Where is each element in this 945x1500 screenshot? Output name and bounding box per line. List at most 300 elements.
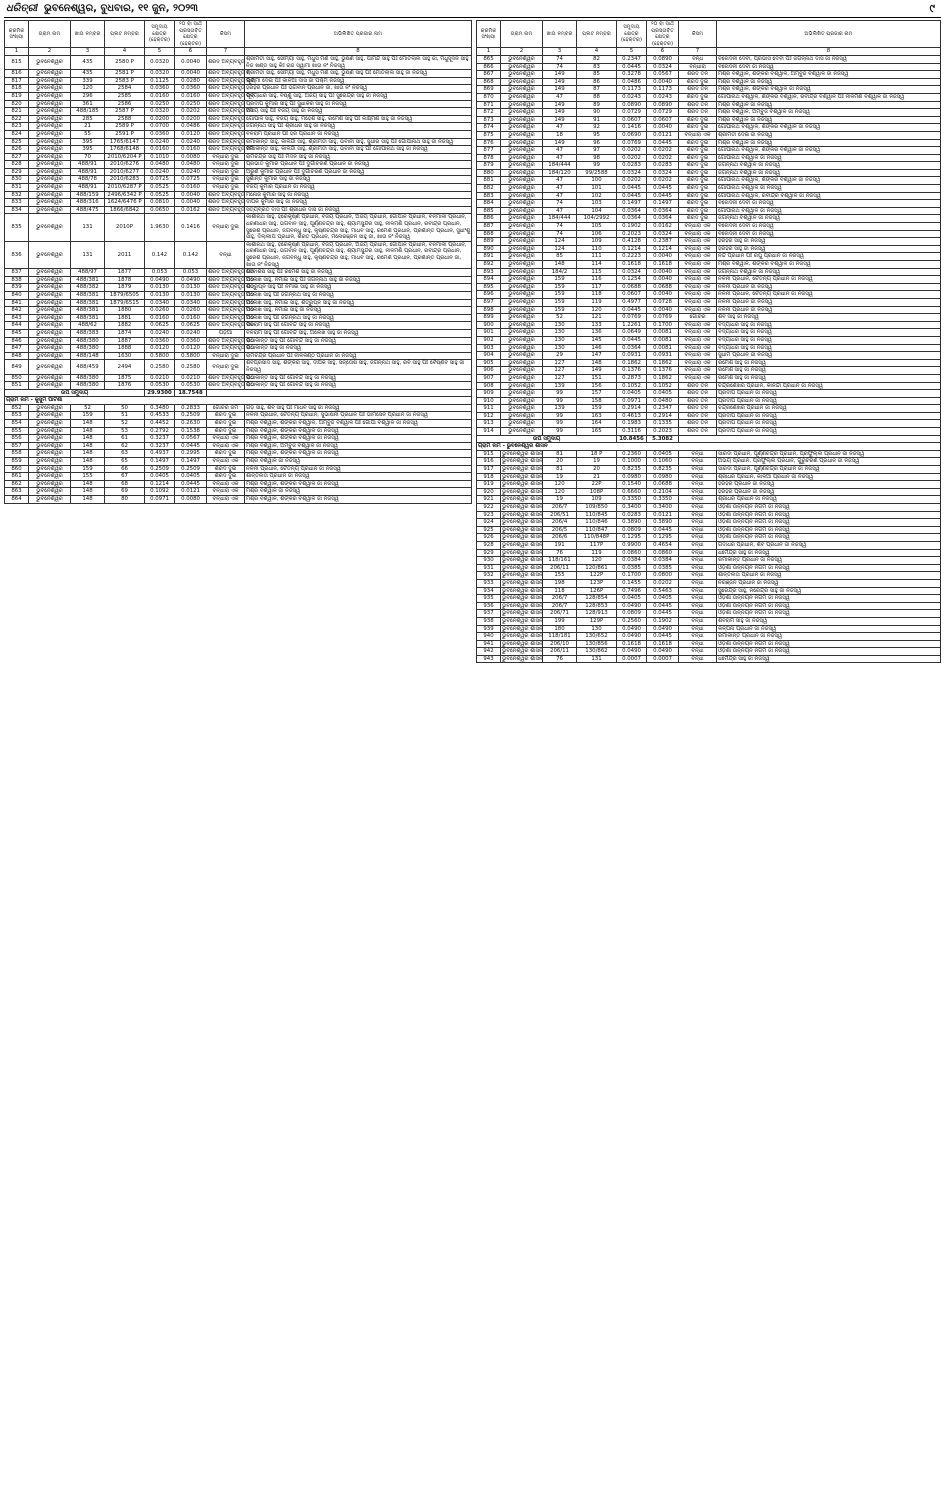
village-cell: ଭୁବନେଶ୍ୱର	[29, 276, 71, 284]
total-area-cell: 0.0971	[145, 496, 175, 504]
kisam-cell: ବନ୍ଧାରା ଦୁଇ	[207, 214, 245, 241]
khata-number-cell: 488/475	[71, 206, 105, 214]
col-header-kisam: କିସମ	[207, 21, 245, 48]
village-cell: ଭୁବନେଶ୍ୱର	[501, 215, 543, 223]
acquired-area-cell: 0.0490	[647, 625, 679, 633]
kisam-cell: ବନ୍ଧା	[679, 648, 717, 656]
subtotal-row	[5, 389, 472, 397]
plot-number-cell: 117	[577, 283, 617, 291]
owner-name-cell: ଗୋପୀନାଥ ବିଶ୍ୱାଳ, ରବୀନ୍ଦ୍ର ବିଶ୍ୱାଳ ଜା ନିଜସ୍ୱ	[717, 192, 941, 200]
acquired-area-cell: 0.0040	[175, 70, 207, 78]
serial-number-cell: 869	[477, 86, 501, 94]
village-cell: ଭୁବନେଶ୍ୱର	[501, 86, 543, 94]
total-area-cell: 0.2914	[617, 405, 647, 413]
owner-name-cell: ମିଶ୍ର ବିଶ୍ୱାଳ ଜା ନିଜସ୍ୱ	[245, 458, 472, 466]
plot-number-cell: 1874	[105, 329, 145, 337]
owner-name-cell: ବିନୋଦିନୀ ଦେବୀ ଜା ନିଜସ୍ୱ	[717, 223, 941, 231]
village-cell: ଭୁବନେଶ୍ୱର	[29, 161, 71, 169]
table-row	[477, 374, 941, 382]
kisam-cell: ଶରଦ ଅବ୍ୟବହୃତ ପୂର୍ବ	[208, 77, 254, 84]
col-header-owner: ଅଭିଲିଖିତ ପ୍ରଜାର ନାମ	[245, 21, 472, 48]
col-header-khata: ଖାତା ନମ୍ବର	[71, 21, 105, 48]
kisam-cell: ବନ୍ଧା	[679, 496, 717, 504]
table-row	[477, 579, 941, 587]
total-area-cell: 0.0490	[617, 633, 647, 641]
village-cell: ଭୁବନେଶ୍ୱର	[29, 184, 71, 192]
plot-number-cell: 110/846	[577, 519, 617, 527]
kisam-cell: ବନ୍ଧାରା ଏକ	[679, 291, 717, 299]
total-area-cell: 0.1254	[617, 276, 647, 284]
serial-number-cell: 904	[477, 352, 501, 360]
kisam-cell: ବନ୍ଧାରା ଏକ	[679, 238, 717, 246]
total-area-cell: 0.2023	[617, 230, 647, 238]
serial-number-cell: 917	[477, 466, 501, 474]
khata-number-cell: 47	[543, 154, 577, 162]
plot-number-cell: 62	[105, 442, 145, 450]
table-row	[477, 230, 941, 238]
plot-number-cell: 95	[577, 131, 617, 139]
khata-number-cell: 52	[71, 404, 105, 412]
total-area-cell: 0.0530	[145, 382, 175, 390]
total-area-cell: 0.0769	[617, 139, 647, 147]
khata-number-cell: 74	[543, 55, 577, 63]
owner-name-cell: ପ୍ରଦୀପ ପ୍ରଧାନ ଜା ନିଜସ୍ୱ	[717, 390, 941, 398]
khata-number-cell: 149	[543, 101, 577, 109]
serial-number-cell: 932	[477, 572, 501, 580]
kisam-cell: ବନ୍ଧା	[679, 473, 717, 481]
table-row	[5, 168, 472, 176]
plot-number-cell: 115	[577, 268, 617, 276]
serial-number-cell: 897	[477, 298, 501, 306]
total-area-cell: 0.0445	[617, 192, 647, 200]
acquired-area-cell: 0.1862	[647, 374, 679, 382]
village-cell: ଭୁବନେଶ୍ୱର	[501, 154, 543, 162]
total-area-cell: 0.4533	[145, 412, 175, 420]
table-row	[477, 587, 941, 595]
kisam-cell: ଶରଦ ଦୁଇ	[207, 427, 245, 435]
plot-number-cell: 131	[577, 655, 617, 663]
plot-number-cell: 103	[577, 200, 617, 208]
serial-number-cell: 906	[477, 367, 501, 375]
total-area-cell: 0.1052	[617, 382, 647, 390]
table-row	[5, 307, 472, 315]
acquired-area-cell: 0.0162	[175, 206, 207, 214]
khata-number-cell: 118/181	[543, 633, 577, 641]
village-cell: ଭୁବନେଶ୍ୱର	[29, 130, 71, 138]
acquired-area-cell: 0.0280	[175, 77, 207, 85]
owner-name-cell: ମିଶ୍ର ବିଶ୍ୱାଳ, ଶଙ୍କର ବିଶ୍ୱାଳ ଜା ନିଜସ୍ୱ	[717, 86, 941, 94]
khata-number-cell: 206/4	[543, 519, 577, 527]
table-row	[477, 473, 941, 481]
khata-number-cell: 488/381	[71, 276, 105, 284]
plot-number-cell: 1768/6148	[105, 146, 145, 154]
plot-number-cell: 159	[577, 405, 617, 413]
total-area-cell: 0.0120	[145, 345, 175, 353]
owner-name-cell: ପ୍ରଦୀପ କୁମାର ସାହୁ ପିଃ ସୁଧାକର ସାହୁ ଜା ନିଜସ୍ୱ	[245, 100, 472, 108]
owner-name-cell: ରାମଚନ୍ଦ୍ର ସାହୁ ପିଃ ମଦନ ସାହୁ ଜା ନିଜସ୍ୱ	[245, 153, 472, 161]
table-row	[5, 450, 472, 458]
acquired-area-cell: 0.0980	[647, 473, 679, 481]
subtotal-acquired-area: 5.3082	[647, 435, 679, 443]
khata-number-cell: 206/7	[543, 504, 577, 512]
owner-name-cell: ବିଦ୍ୟାଧର ସାହୁ ଜା ନିଜସ୍ୱ	[717, 321, 941, 329]
owner-name-cell: ଜଗନ୍ନାଥ ସାହୁ ପିଃ ଶ୍ରୀଧର ସାହୁ ଜା ନିଜସ୍ୱ	[245, 123, 472, 131]
kisam-cell: ବନ୍ଧାରା ଦୁଇ	[207, 176, 245, 184]
acquired-area-cell: 0.0567	[175, 435, 207, 443]
serial-number-cell: 885	[477, 207, 501, 215]
col-header-serial: କ୍ରମିକ ସଂଖ୍ୟା	[5, 21, 29, 48]
kisam-cell: ବନ୍ଧ	[679, 55, 717, 63]
owner-name-cell: ଗୋପୀନାଥ ବିଶ୍ୱାଳ, ଶଙ୍କର ବିଶ୍ୱାଳ, ରବୀନ୍ଦ୍ର ବିଶ୍ୱାଳ ପିଃ ନୀଳମଣି ବିଶ୍ୱାଳ ଜା ନିଜସ୍ୱ	[717, 93, 941, 101]
owner-name-cell: ହରିହର ପ୍ରଧାନ ଜା ନିଜସ୍ୱ	[717, 481, 941, 489]
serial-number-cell: 943	[477, 655, 501, 663]
acquired-area-cell: 0.0725	[175, 176, 207, 184]
kisam-cell: ବନ୍ଧା	[679, 519, 717, 527]
total-area-cell: 0.0202	[617, 147, 647, 155]
serial-number-cell: 827	[5, 153, 29, 161]
serial-number-cell: 886	[477, 215, 501, 223]
total-area-cell: 0.2560	[617, 617, 647, 625]
plot-number-cell: 158	[577, 397, 617, 405]
subtotal-total-area: 29.9300	[145, 389, 175, 397]
kisam-cell: ଶରଦ ତିନି	[679, 405, 717, 413]
khata-number-cell: 184/444	[543, 215, 577, 223]
acquired-area-cell: 0.0080	[175, 153, 207, 161]
table-row	[477, 526, 941, 534]
plot-number-cell: 128/913	[577, 610, 617, 618]
owner-name-cell: ମିଶ୍ର ବିଶ୍ୱାଳ ଜା ନିଜସ୍ୱ	[717, 101, 941, 109]
kisam-cell: ବନ୍ଧାରା ଏକ	[679, 230, 717, 238]
total-area-cell: 0.2873	[617, 374, 647, 382]
khata-number-cell: 488/381	[71, 307, 105, 315]
plot-number-cell: 151	[577, 374, 617, 382]
owner-name-cell: ଧର୍ମେନ୍ଦ୍ର ସାହୁ ଜା ନିଜସ୍ୱ	[717, 655, 941, 663]
kisam-cell: ବନ୍ଧା	[679, 579, 717, 587]
khata-number-cell: 488/459	[71, 360, 105, 374]
village-cell: ଭୁବନେଶ୍ୱର	[501, 420, 543, 428]
total-area-cell: 0.3400	[617, 504, 647, 512]
khata-number-cell: 206/11	[543, 648, 577, 656]
table-row	[5, 191, 472, 199]
owner-name-cell: ମିଶ୍ର ବିଶ୍ୱାଳ ଜା ନିଜସ୍ୱ	[717, 78, 941, 86]
plot-number-cell: 145	[577, 336, 617, 344]
serial-number-cell: 901	[477, 329, 501, 337]
header-row	[477, 21, 941, 48]
table-row	[477, 648, 941, 656]
owner-name-cell: ଚନ୍ଦ୍ରଶେଖର ପ୍ରଧାନ, କାଳନ୍ଦୀ ପ୍ରଧାନ ଜା ନିଜସ୍ୱ	[717, 382, 941, 390]
serial-number-cell: 846	[5, 337, 29, 345]
khata-number-cell: 124	[543, 238, 577, 246]
acquired-area-cell: 0.0243	[647, 93, 679, 101]
plot-number-cell: 92	[577, 124, 617, 132]
serial-number-cell: 826	[5, 146, 29, 154]
serial-number-cell: 858	[5, 450, 29, 458]
owner-name-cell: ସାରଦା ପ୍ରଧାନ, ପୂର୍ଣ୍ଣଚନ୍ଦ୍ର ପ୍ରଧାନ, ପ୍ରଫୁଲ୍ଲ ପ୍ରଧାନ ଜା ନିଜସ୍ୱ	[717, 450, 941, 458]
total-area-cell: 0.4452	[145, 420, 175, 428]
table-row	[477, 428, 941, 436]
village-cell: ଭୁବନେଶ୍ୱର	[29, 352, 71, 360]
owner-name-cell: ଚନ୍ଦ୍ରଶେଖର ପ୍ରଧାନ ଜା ନିଜସ୍ୱ	[717, 405, 941, 413]
serial-number-cell: 903	[477, 344, 501, 352]
plot-number-cell: 99/2588	[577, 169, 617, 177]
acquired-area-cell: 0.1052	[647, 382, 679, 390]
plot-number-cell: 129P	[577, 617, 617, 625]
total-area-cell: 0.0931	[617, 352, 647, 360]
kisam-cell: ବନ୍ଧାରା ଏକ	[679, 374, 717, 382]
village-cell: ଭୁବନେଶ୍ୱର	[501, 192, 543, 200]
acquired-area-cell: 0.0120	[175, 130, 207, 138]
serial-number-cell: 878	[477, 154, 501, 162]
khata-number-cell: 206/5	[543, 526, 577, 534]
khata-number-cell: 74	[543, 200, 577, 208]
owner-name-cell: ବିନୋଦିନୀ ଦେବୀ ଜା ନିଜସ୍ୱ	[717, 200, 941, 208]
left-table-body-2	[5, 404, 472, 503]
owner-name-cell: ଅଭୟ ପ୍ରଧାନ, ପ୍ରଫୁଲ୍ଲ ପ୍ରଧାନ, ଗୁରୁଚରଣ ପ୍ରଧାନ ଜା ନିଜସ୍ୱ	[717, 458, 941, 466]
serial-number-cell: 839	[5, 284, 29, 292]
village-cell: ଭୁବନେଶ୍ୱର	[501, 230, 543, 238]
serial-number-cell: 919	[477, 481, 501, 489]
khata-number-cell: 139	[543, 382, 577, 390]
village-cell: ଭୁବନେଶ୍ୱର	[501, 268, 543, 276]
serial-number-cell: 939	[477, 625, 501, 633]
table-row	[5, 214, 472, 241]
owner-name-cell: ଓଡ଼ିଶା ଉନ୍ନୟନ ନିଗମ ଜା ନିଜସ୍ୱ	[717, 511, 941, 519]
plot-number-cell: 1876	[105, 382, 145, 390]
total-area-cell: 0.0445	[617, 63, 647, 71]
acquired-area-cell: 0.0860	[647, 549, 679, 557]
total-area-cell: 0.0283	[617, 511, 647, 519]
kisam-cell: ବନ୍ଧାରା ଏକ	[679, 223, 717, 231]
acquired-area-cell: 0.0530	[175, 382, 207, 390]
serial-number-cell: 857	[5, 442, 29, 450]
serial-number-cell: 843	[5, 314, 29, 322]
column-index: 6	[175, 48, 207, 56]
serial-number-cell: 819	[5, 92, 29, 100]
village-cell: ଭୁବନେଶ୍ୱର ଶାସନ	[502, 496, 543, 503]
plot-number-cell: 1888	[105, 345, 145, 353]
kisam-cell: ଶରଦ ଅବ୍ୟବହୃତ	[208, 138, 245, 145]
serial-number-cell: 879	[477, 162, 501, 170]
plot-number-cell: 2010P	[105, 214, 145, 241]
total-area-cell: 0.1295	[617, 534, 647, 542]
village-cell: ଭୁବନେଶ୍ୱର ଶାସନ	[502, 648, 543, 655]
owner-name-cell: ନଳିନୀ ପ୍ରଧାନ, ଚୈତନ୍ୟ ପ୍ରଧାନ, ସୁଭାଷିନୀ ପ୍ରଧାନ ପିଃ ଭୀମସେନ ପ୍ରଧାନ ଜା ନିଜସ୍ୱ	[245, 412, 472, 420]
kisam-cell: ଶରଦ ଅବ୍ୟବହୃତ ପିଠି	[208, 322, 254, 329]
total-area-cell: 0.1010	[145, 153, 175, 161]
acquired-area-cell: 0.0040	[175, 191, 207, 199]
acquired-area-cell: 0.0688	[647, 481, 679, 489]
owner-name-cell: ଅଲେଖ ସାହୁ, ନିମାଇ ସାହୁ ଜା ନିଜସ୍ୱ	[245, 307, 472, 315]
kisam-cell: ବନ୍ଧାରା ଦୁଇ	[207, 161, 245, 169]
kisam-cell: ଶରଦ ଦୁଇ	[679, 207, 717, 215]
village-cell: ଭୁବନେଶ୍ୱର	[501, 291, 543, 299]
table-row	[477, 116, 941, 124]
serial-number-cell: 836	[5, 241, 29, 268]
kisam-cell: ବନ୍ଧା	[679, 511, 717, 519]
khata-number-cell: 47	[543, 192, 577, 200]
serial-number-cell: 830	[5, 176, 29, 184]
kisam-cell: ଶରଦ ଅବ୍ୟବହୃତ	[208, 115, 245, 122]
khata-number-cell: 139	[543, 405, 577, 413]
kisam-cell: ଶରଦ ଅବ୍ୟବହୃତ ୧ମ	[208, 108, 254, 115]
owner-name-cell: କାଶୀନାଥ ସାହୁ, ହରେକୃଷ୍ଣ ପ୍ରଧାନ, ବିଜୟ ପ୍ରଧାନ, ଅଜୟ ପ୍ରଧାନ, ଗୋପାଳ ପ୍ରଧାନ, ବନମାଳୀ ପ୍ରଧାନ, ଧରଣୀଧର ସାହୁ, ଭଗବାନ ସାହୁ, ପୂର୍ଣ୍ଣଚନ୍ଦ୍ର ସାହୁ, ଶ୍ୟାମସୁନ୍ଦର ସାହୁ, ନୀଳମଣି ପ୍ରଧାନ, ରବୀନ୍ଦ୍ର ପ୍ରଧାନ, ସୁରେଶ ପ୍ରଧାନ, ଜଗବନ୍ଧୁ ସାହୁ, କୃଷ୍ଣଚନ୍ଦ୍ର ସାହୁ, ମାଧବ ସାହୁ, ରମେଶ ପ୍ରଧାନ, ପ୍ରଶାନ୍ତ ପ୍ରଧାନ ଜା, ଖାତା ନଂ ନିଜସ୍ୱ	[245, 241, 472, 268]
owner-name-cell: ବିନୋଦିନୀ ଦେବୀ ଜା ନିଜସ୍ୱ	[717, 230, 941, 238]
owner-name-cell: ମିଶ୍ର ବିଶ୍ୱାଳ, ଅମ୍ବୁଜ ବିଶ୍ୱାଳ ଜା ନିଜସ୍ୱ	[717, 109, 941, 117]
kisam-cell: ବନ୍ଧାରା ଏକ	[679, 298, 717, 306]
village-cell: ଭୁବନେଶ୍ୱର	[501, 283, 543, 291]
owner-name-cell: ସାରଦା ପ୍ରଧାନ, ପୂର୍ଣ୍ଣଚନ୍ଦ୍ର ପ୍ରଧାନ ଜା ନିଜସ୍ୱ	[717, 466, 941, 474]
plot-number-cell: 117P	[577, 541, 617, 549]
subtotal-blank	[679, 435, 941, 443]
col-header-village: ଗ୍ରାମ ନାମ	[29, 21, 71, 48]
serial-number-cell: 900	[477, 321, 501, 329]
village-cell: ଭୁବନେଶ୍ୱର	[501, 276, 543, 284]
plot-number-cell: 126P	[577, 587, 617, 595]
village-cell: ଭୁବନେଶ୍ୱର	[29, 291, 71, 299]
kisam-cell: ଶରଦ ଦୁଇ	[207, 465, 245, 473]
kisam-cell: ଶରଦ ଦୁଇ	[679, 215, 717, 223]
plot-number-cell: 148	[577, 359, 617, 367]
owner-name-cell: ବିଦ୍ୟାଧର ସାହୁ ଜା ନିଜସ୍ୱ	[717, 329, 941, 337]
land-table-left	[4, 20, 472, 504]
serial-number-cell: 860	[5, 465, 29, 473]
kisam-cell: ବନ୍ଧାରା ଏକ	[679, 352, 717, 360]
total-area-cell: 0.0860	[617, 549, 647, 557]
kisam-cell: ପଡ଼ିଆ	[207, 329, 245, 337]
kisam-cell: ବନ୍ଧାରା ଦୁଇ	[207, 153, 245, 161]
total-area-cell: 0.0320	[145, 70, 175, 78]
kisam-cell: ବନ୍ଧାରା ଦୁଇ	[207, 360, 245, 374]
village-cell: ଭୁବନେଶ୍ୱର	[501, 207, 543, 215]
table-row	[477, 617, 941, 625]
acquired-area-cell: 0.0202	[647, 177, 679, 185]
owner-name-cell: ରମାକାନ୍ତ ପ୍ରଧାନ ଜା ନିଜସ୍ୱ	[717, 633, 941, 641]
village-cell: ଭୁବନେଶ୍ୱର	[29, 153, 71, 161]
village-cell: ଭୁବନେଶ୍ୱର ଶାସନ	[502, 617, 543, 624]
table-row	[477, 511, 941, 519]
acquired-area-cell: 0.5800	[175, 352, 207, 360]
total-area-cell: 0.1700	[617, 572, 647, 580]
acquired-area-cell: 0.0890	[647, 101, 679, 109]
serial-number-cell: 893	[477, 268, 501, 276]
village-cell: ଭୁବନେଶ୍ୱର	[29, 284, 71, 292]
total-area-cell: 0.0320	[145, 55, 175, 69]
khata-number-cell: 118/161	[543, 557, 577, 565]
owner-name-cell: ରାଧାକାନ୍ତ ସାହୁ ପିଃ ଗୋବିନ୍ଦ ସାହୁ ଜା ନିଜସ୍ୱ	[245, 374, 472, 382]
plot-number-cell: 63	[105, 450, 145, 458]
owner-name-cell: ଗୋପୀନାଥ ବିଶ୍ୱାଳ ଜା ନିଜସ୍ୱ	[717, 154, 941, 162]
total-area-cell: 0.0250	[145, 100, 175, 108]
acquired-area-cell: 0.0445	[647, 526, 679, 534]
plot-number-cell: 118	[577, 291, 617, 299]
owner-name-cell: ଅଲେଖ ସାହୁ ପିଃ ଜଗନ୍ନାଥ ସାହୁ ଜା ନିଜସ୍ୱ	[245, 291, 472, 299]
owner-name-cell: ବିନୋଦିନୀ ଦେବୀ, ପ୍ରଭାସ ଦେବୀ ପିଃ ଜଗନ୍ନାଥ ଦାସ ଜା ନିଜସ୍ୱ	[717, 55, 941, 63]
total-area-cell: 0.0607	[617, 291, 647, 299]
table-row	[5, 269, 472, 277]
khata-number-cell: 285	[71, 115, 105, 123]
owner-name-cell: ମିଶ୍ର ବିଶ୍ୱାଳ, ଶଙ୍କର ବିଶ୍ୱାଳ ଜା ନିଜସ୍ୱ	[245, 480, 472, 488]
plot-number-cell: 65	[105, 458, 145, 466]
khata-number-cell: 130	[543, 321, 577, 329]
right-table-body	[477, 55, 941, 435]
serial-number-cell: 898	[477, 306, 501, 314]
khata-number-cell: 18	[543, 131, 577, 139]
plot-number-cell: 130	[577, 625, 617, 633]
village-cell: ଭୁବନେଶ୍ୱର	[501, 390, 543, 398]
serial-number-cell: 928	[477, 541, 501, 549]
serial-number-cell: 892	[477, 261, 501, 269]
acquired-area-cell: 0.0081	[647, 329, 679, 337]
khata-number-cell: 206/11	[543, 564, 577, 572]
owner-name-cell: ନିରଞ୍ଜନ ପ୍ରଧାନ ଜା ନିଜସ୍ୱ	[717, 579, 941, 587]
col-header-total-area: ସମୁଦାୟ କ୍ଷେତ୍ର (ହେକ୍ଟର)	[145, 21, 175, 48]
plot-number-cell: 119	[577, 549, 617, 557]
owner-name-cell: ପ୍ରଦୀପ ପ୍ରଧାନ ଜା ନିଜସ୍ୱ	[717, 397, 941, 405]
total-area-cell: 0.0210	[145, 374, 175, 382]
kisam-cell: ଶରଦ ଅବ୍ୟବହୃତ	[208, 199, 245, 206]
owner-name-cell: ରମେଶ ସାହୁ ଜା ନିଜସ୍ୱ	[717, 359, 941, 367]
khata-number-cell: 99	[543, 390, 577, 398]
village-cell: ଭୁବନେଶ୍ୱର ଶାସନ	[502, 625, 543, 632]
plot-number-cell: 1880	[105, 307, 145, 315]
village-cell: ଭୁବନେଶ୍ୱର	[29, 299, 71, 307]
table-row	[477, 162, 941, 170]
acquired-area-cell: 0.1862	[647, 359, 679, 367]
plot-number-cell: 100	[577, 177, 617, 185]
table-row	[477, 329, 941, 337]
serial-number-cell: 877	[477, 147, 501, 155]
table-row	[5, 420, 472, 428]
table-row	[477, 245, 941, 253]
table-row	[5, 374, 472, 382]
serial-number-cell: 918	[477, 473, 501, 481]
acquired-area-cell: 0.2104	[647, 488, 679, 496]
total-area-cell: 0.0486	[617, 78, 647, 86]
table-row	[5, 70, 472, 78]
khata-number-cell: 488/91	[71, 168, 105, 176]
kisam-cell: ବନ୍ଧା	[679, 617, 717, 625]
total-area-cell: 0.4937	[145, 450, 175, 458]
total-area-cell: 0.0525	[145, 184, 175, 192]
acquired-area-cell: 0.1060	[647, 458, 679, 466]
owner-name-cell: ଗୋପୀନାଥ ବିଶ୍ୱାଳ, ଶଙ୍କର ବିଶ୍ୱାଳ ଜା ନିଜସ୍ୱ	[717, 147, 941, 155]
total-area-cell: 0.3237	[145, 442, 175, 450]
khata-number-cell: 488/382	[71, 284, 105, 292]
village-cell: ଭୁବନେଶ୍ୱର ଶାସନ	[502, 519, 543, 526]
total-area-cell: 0.0890	[617, 101, 647, 109]
total-area-cell: 0.0490	[617, 602, 647, 610]
serial-number-cell: 854	[5, 420, 29, 428]
table-row	[5, 299, 472, 307]
kisam-cell: ଶରଦ ଅବ୍ୟବହୃତ ପିଠି	[208, 314, 254, 321]
serial-number-cell: 816	[5, 70, 29, 78]
village-cell: ଭୁବନେଶ୍ୱର	[29, 269, 71, 277]
table-row	[477, 71, 941, 79]
plot-number-cell: 2591 P	[105, 130, 145, 138]
acquired-area-cell: 0.0769	[647, 314, 679, 322]
acquired-area-cell: 0.0445	[647, 185, 679, 193]
owner-name-cell: ମିଶ୍ର ବିଶ୍ୱାଳ, ଶଙ୍କର ବିଶ୍ୱାଳ ଜା ନିଜସ୍ୱ	[245, 496, 472, 504]
acquired-area-cell: 0.0360	[175, 337, 207, 345]
serial-number-cell: 815	[5, 55, 29, 69]
table-row	[477, 541, 941, 549]
acquired-area-cell: 0.1214	[647, 245, 679, 253]
table-row	[477, 420, 941, 428]
serial-number-cell: 890	[477, 245, 501, 253]
column-index: 5	[617, 48, 647, 56]
village-cell: ଭୁବନେଶ୍ୱର	[501, 162, 543, 170]
acquired-area-cell: 0.0340	[175, 299, 207, 307]
